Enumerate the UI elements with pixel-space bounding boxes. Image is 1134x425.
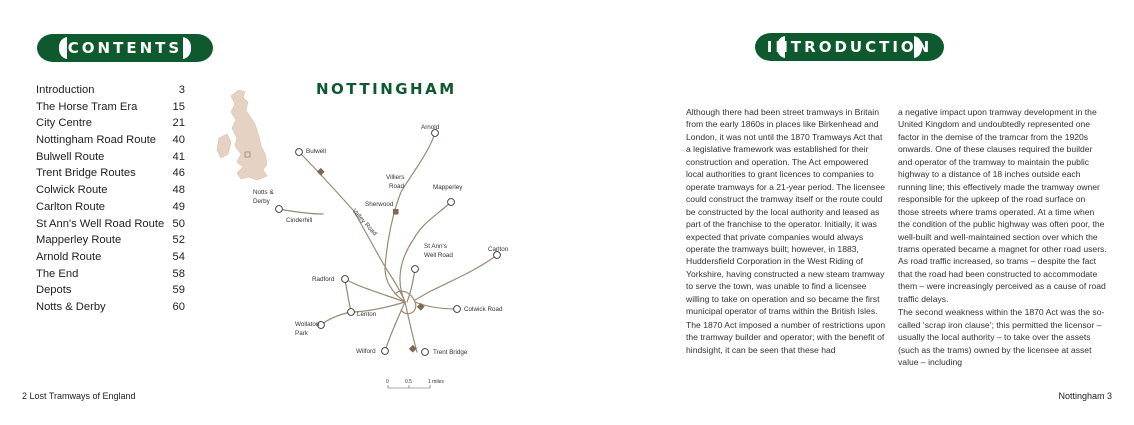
- terminus-notts-derby: [276, 206, 283, 213]
- toc-entry: [36, 199, 185, 216]
- paragraph: Although there had been street tramways in Britain from the early 1860s in places like Birkenhead and London, it was not until the 1870 Tramways Act that a legislative framework was established for their construction and operation. The Act empowered local authorities to grant licences to companies to operate tramways for a 21-year period. The licensee could construct the tramway itself or the route could be constructed by the local authority and leased as part of the franchise to the operator. Initially, it was expected that private companies would always operate the tramways built; however, in 1883, Huddersfield Corporation in the West Riding of Yorkshire, having constructed a new steam tramway to serve the town, was unable to find a licensee willing to take on operation and so became the first municipal operator of trams within the British Isles.: [686, 107, 886, 317]
- label-notts-derby-line2: Derby: [253, 198, 270, 205]
- toc-entry: [36, 282, 185, 299]
- route-radford-link: [345, 279, 351, 312]
- toc-entry-title: Notts & Derby: [36, 300, 106, 313]
- introduction-title: INTRODUCTION: [766, 38, 933, 56]
- toc-entry-page: 21: [172, 117, 185, 130]
- toc-entry-title: St Ann's Well Road Route: [36, 217, 165, 230]
- toc-entry-title: Trent Bridge Routes: [36, 167, 136, 180]
- route-notts-derby: [279, 209, 323, 214]
- body-column-2: [898, 106, 1108, 370]
- paragraph: The 1870 Act imposed a number of restrictions upon the tramway builder and operator; with the benefit of hindsight, it can be seen that these had: [686, 319, 886, 355]
- scale-one: 1 miles: [428, 379, 444, 385]
- toc-entry: [36, 132, 185, 149]
- label-st-anns-line2: Well Road: [424, 252, 453, 259]
- label-carlton: Carlton: [488, 246, 509, 253]
- label-arnold: Arnold: [421, 124, 440, 131]
- contents-banner: [37, 34, 213, 62]
- toc-entry: [36, 216, 185, 233]
- toc-entry: [36, 249, 185, 266]
- toc-entry: [36, 182, 185, 199]
- toc-entry-title: The End: [36, 267, 79, 280]
- table-of-contents: [36, 82, 185, 316]
- tramway-route-map: [215, 80, 515, 400]
- toc-entry: [36, 149, 185, 166]
- depot-bulwell: [317, 168, 325, 176]
- terminus-colwick: [454, 306, 461, 313]
- label-wollaton-line2: Park: [295, 330, 308, 337]
- label-villiers-line1: Villiers: [386, 174, 405, 181]
- folio-left: 2 Lost Tramways of England: [22, 391, 136, 401]
- map-title: NOTTINGHAM: [316, 80, 457, 98]
- route-arnold: [385, 133, 435, 302]
- toc-entry: [36, 115, 185, 132]
- toc-entry: [36, 232, 185, 249]
- folio-right: Nottingham 3: [1058, 391, 1112, 401]
- label-wilford: Wilford: [356, 348, 376, 355]
- toc-entry-title: Colwick Route: [36, 184, 108, 197]
- route-st-anns: [407, 269, 415, 302]
- toc-entry-page: 52: [172, 234, 185, 247]
- contents-title: CONTENTS: [67, 39, 183, 57]
- toc-entry-title: Arnold Route: [36, 250, 102, 263]
- route-carlton: [415, 255, 497, 300]
- toc-entry: [36, 266, 185, 283]
- label-colwick-road: Colwick Road: [464, 306, 503, 313]
- toc-entry-page: 49: [172, 200, 185, 213]
- toc-entry-page: 40: [172, 134, 185, 147]
- toc-entry-title: Nottingham Road Route: [36, 134, 157, 147]
- toc-entry-page: 50: [172, 217, 185, 230]
- introduction-banner: [755, 33, 944, 61]
- terminus-bulwell: [296, 149, 303, 156]
- label-wollaton-line1: Wollaton: [295, 321, 320, 328]
- toc-entry: [36, 82, 185, 99]
- label-lenton: Lenton: [357, 311, 377, 318]
- toc-entry-title: Carlton Route: [36, 200, 106, 213]
- paragraph: The second weakness within the 1870 Act was the so-called ‘scrap iron clause’; this permitted the licensor – usually the local authority – to take over the assets (such as the trams) owned by the licensee at asset value – including: [898, 307, 1105, 368]
- toc-entry-title: Bulwell Route: [36, 150, 105, 163]
- toc-entry-page: 15: [172, 100, 185, 113]
- terminus-st-anns: [412, 266, 419, 273]
- ireland-outline: [217, 134, 231, 158]
- body-column-1: [686, 106, 886, 357]
- route-lines: [279, 133, 497, 352]
- toc-entry-page: 46: [172, 167, 185, 180]
- paragraph: a negative impact upon tramway development in the United Kingdom and undoubtedly represented one factor in the demise of the tramcar from the 1920s onwards. One of these clauses required the builder and operator of the tramway to maintain the public highway to a distance of 18 inches outside each running line; this effectively made the tramway owner responsible for the upkeep of the road surface on those streets where trams operated. At a time when the condition of the public highway was often poor, the well-built and well-maintained section over which the trams operated became a magnet for other road users. As road traffic increased, so trams – despite the fact that the road had been constructed to accommodate them – were increasingly perceived as a cause of road traffic delays.: [898, 107, 1107, 304]
- label-trent-bridge: Trent Bridge: [433, 349, 468, 356]
- terminus-lenton: [348, 309, 355, 316]
- scale-half: 0.5: [405, 379, 412, 385]
- toc-entry-title: Mapperley Route: [36, 234, 122, 247]
- toc-entry-title: City Centre: [36, 117, 92, 130]
- toc-entry-title: The Horse Tram Era: [36, 100, 138, 113]
- toc-entry-title: Introduction: [36, 84, 95, 96]
- scale-bar: [386, 379, 444, 388]
- scale-zero: 0: [386, 379, 389, 385]
- depot-sherwood: [393, 209, 399, 215]
- label-st-anns-line1: St Ann's: [424, 243, 447, 250]
- label-bulwell: Bulwell: [306, 148, 326, 155]
- label-valley-road: Valley Road: [350, 207, 379, 238]
- toc-entry-page: 48: [172, 184, 185, 197]
- toc-entry-page: 54: [172, 250, 185, 263]
- terminus-mapperley: [448, 199, 455, 206]
- toc-entry-page: 3: [178, 84, 185, 96]
- toc-entry-page: 60: [172, 300, 185, 313]
- route-wilford: [385, 302, 405, 351]
- label-radford: Radford: [312, 276, 335, 283]
- toc-entry: [36, 165, 185, 182]
- terminus-wilford: [382, 348, 389, 355]
- label-cinderhill: Cinderhill: [286, 217, 313, 224]
- depots: [317, 168, 425, 353]
- toc-entry-title: Depots: [36, 284, 72, 297]
- uk-inset-map: [231, 90, 267, 180]
- terminus-radford: [342, 276, 349, 283]
- depot-colwick: [417, 303, 425, 311]
- toc-entry: [36, 99, 185, 116]
- toc-entry: [36, 299, 185, 316]
- toc-entry-page: 59: [172, 284, 185, 297]
- label-sherwood: Sherwood: [365, 201, 394, 208]
- toc-entry-page: 41: [172, 150, 185, 163]
- toc-entry-page: 58: [172, 267, 185, 280]
- label-notts-derby-line1: Notts &: [253, 189, 274, 196]
- route-radford: [345, 279, 405, 302]
- label-mapperley: Mapperley: [433, 184, 463, 191]
- route-wollaton: [321, 312, 351, 325]
- terminus-trent-bridge: [422, 349, 429, 356]
- label-villiers-line2: Road: [389, 183, 405, 190]
